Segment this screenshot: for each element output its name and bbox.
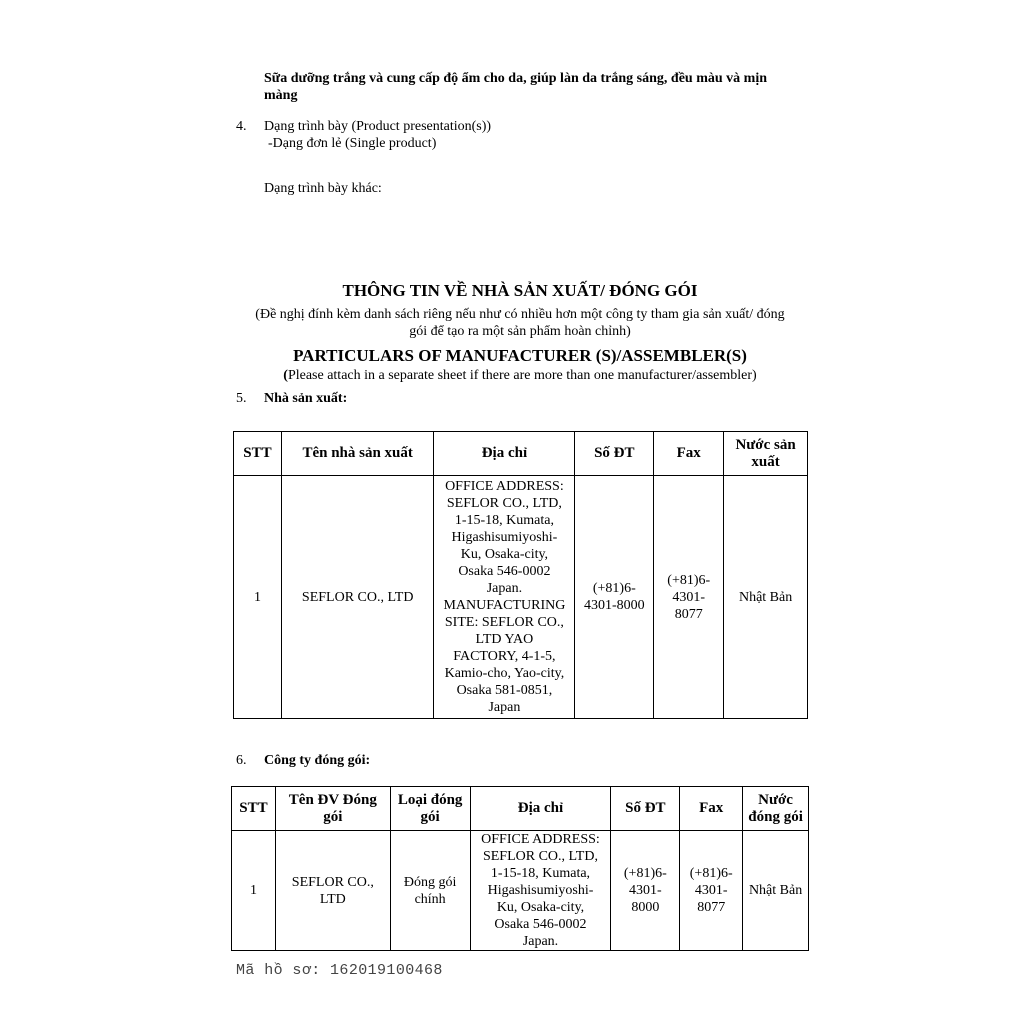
address-line: Japan.: [522, 934, 559, 949]
intro-line-1: Sữa dưỡng trắng và cung cấp độ ẩm cho da, giúp làn da trắng sáng, đều màu và mịn: [264, 71, 767, 86]
address-line: FACTORY, 4-1-5,: [453, 649, 556, 664]
header-country-line-1: Nước: [758, 791, 793, 808]
cell-stt: 1: [234, 476, 282, 719]
intro-text: [264, 70, 824, 104]
section-note-en-open: (: [283, 368, 288, 383]
manufacturer-table: [233, 431, 808, 719]
header-packer-name: [275, 787, 390, 831]
item5-label: Nhà sản xuất:: [264, 391, 348, 406]
packer-name-line: SEFLOR CO.,: [291, 874, 374, 890]
record-code: Mã hồ sơ: 162019100468: [236, 962, 443, 979]
item5-number: 5.: [236, 391, 247, 406]
cell-fax: [680, 831, 743, 951]
header-packing-type: [390, 787, 470, 831]
header-country: [724, 432, 808, 476]
phone-line: (+81)6-: [592, 581, 636, 596]
packer-name-line: LTD: [319, 891, 346, 907]
address-line: Japan: [488, 700, 521, 715]
fax-line: 8077: [697, 900, 726, 915]
fax-line: 4301-: [694, 883, 728, 898]
address-line: Ku, Osaka-city,: [496, 900, 585, 915]
item4-number: 4.: [236, 119, 247, 134]
item6-label: Công ty đóng gói:: [264, 753, 371, 768]
table-row: [232, 831, 809, 951]
intro-line-2: màng: [264, 88, 298, 103]
address-line: Osaka 546-0002: [494, 917, 587, 932]
item4-single-product: -Dạng đơn lẻ (Single product): [268, 136, 437, 151]
section-note-vi: [230, 306, 810, 340]
packing-type-line: chính: [414, 891, 446, 907]
cell-phone: [575, 476, 654, 719]
cell-packing-type: [390, 831, 470, 951]
fax-line: 4301-: [672, 589, 706, 605]
address-line: MANUFACTURING: [443, 598, 566, 613]
section-note-en: [230, 367, 810, 384]
item4-other-presentation: Dạng trình bày khác:: [264, 181, 382, 196]
section-title-vi: THÔNG TIN VỀ NHÀ SẢN XUẤT/ ĐÓNG GÓI: [342, 281, 698, 300]
section-note-en-rest: Please attach in a separate sheet if there are more than one manufacturer/assembler): [287, 368, 757, 383]
address-line: Higashisumiyoshi-: [451, 530, 558, 545]
cell-manufacturer-name: SEFLOR CO., LTD: [281, 476, 434, 719]
section-note-vi-line-2: gói để tạo ra một sản phẩm hoàn chỉnh): [409, 324, 631, 339]
cell-country: Nhật Bản: [724, 476, 808, 719]
item6-number: 6.: [236, 753, 247, 768]
header-address: Địa chỉ: [470, 787, 611, 831]
address-line: Japan.: [486, 581, 523, 596]
address-line: Higashisumiyoshi-: [487, 883, 594, 898]
header-country-line-2: xuất: [751, 453, 780, 470]
address-line: LTD YAO: [475, 632, 534, 647]
fax-line: (+81)6-: [689, 866, 733, 881]
item4-label: Dạng trình bày (Product presentation(s)): [264, 119, 492, 134]
section-note-vi-line-1: (Đề nghị đính kèm danh sách riêng nếu như có nhiều hơn một công ty tham gia sản xuất/ đóng: [255, 307, 785, 322]
address-line: Osaka 546-0002: [458, 564, 551, 579]
header-fax: Fax: [680, 787, 743, 831]
cell-stt: 1: [232, 831, 276, 951]
address-line: OFFICE ADDRESS:: [481, 832, 600, 847]
fax-line: (+81)6-: [667, 572, 711, 588]
cell-address: [434, 476, 575, 719]
cell-phone: [611, 831, 680, 951]
header-fax: Fax: [654, 432, 724, 476]
address-line: Osaka 581-0851,: [456, 683, 553, 698]
address-line: OFFICE ADDRESS:: [445, 479, 564, 494]
address-line: 1-15-18, Kumata,: [454, 513, 554, 528]
address-line: Kamio-cho, Yao-city,: [444, 666, 565, 681]
header-manufacturer-name: Tên nhà sản xuất: [281, 432, 434, 476]
address-line: Ku, Osaka-city,: [460, 547, 549, 562]
header-country-line-1: Nước sản: [735, 436, 796, 453]
packing-type-line: Đóng gói: [403, 874, 457, 890]
header-packer-name-line-1: Tên ĐV Đóng: [288, 791, 377, 808]
phone-line: 8000: [631, 900, 660, 915]
phone-line: (+81)6-: [623, 866, 667, 881]
packer-table: [231, 786, 809, 951]
cell-fax: [654, 476, 724, 719]
phone-line: 4301-: [629, 883, 662, 898]
header-country-line-2: đóng gói: [748, 808, 803, 825]
header-packer-name-line-2: gói: [323, 808, 343, 825]
phone-line: 4301-8000: [583, 598, 645, 613]
fax-line: 8077: [674, 606, 703, 622]
address-line: SITE: SEFLOR CO.,: [444, 615, 564, 630]
section-title-en: PARTICULARS OF MANUFACTURER (S)/ASSEMBLER(S): [293, 346, 747, 365]
cell-address: [470, 831, 611, 951]
header-country: [743, 787, 809, 831]
table-row: [234, 476, 808, 719]
address-line: SEFLOR CO., LTD,: [446, 496, 562, 511]
manufacturer-table-header-row: [234, 432, 808, 476]
header-packing-type-line-1: Loại đóng: [397, 791, 463, 808]
address-line: SEFLOR CO., LTD,: [482, 849, 598, 864]
header-stt: STT: [234, 432, 282, 476]
cell-country: Nhật Bản: [743, 831, 809, 951]
header-phone: Số ĐT: [611, 787, 680, 831]
header-address: Địa chỉ: [434, 432, 575, 476]
address-line: 1-15-18, Kumata,: [490, 866, 591, 881]
packer-table-header-row: [232, 787, 809, 831]
header-packing-type-line-2: gói: [420, 808, 440, 825]
cell-packer-name: [275, 831, 390, 951]
header-phone: Số ĐT: [575, 432, 654, 476]
header-stt: STT: [232, 787, 276, 831]
